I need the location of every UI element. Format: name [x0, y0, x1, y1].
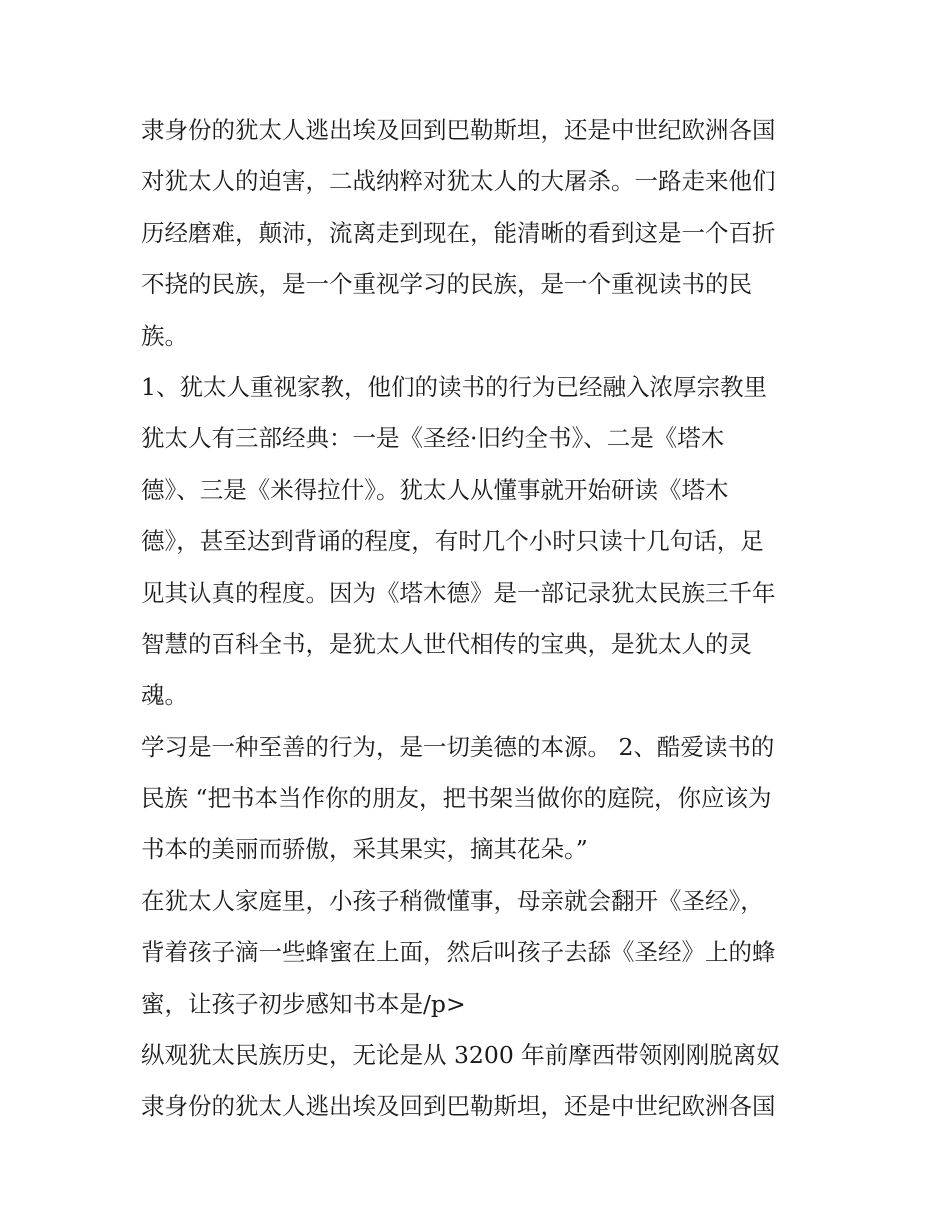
text-line: 智慧的百科全书，是犹太人世代相传的宝典，是犹太人的灵	[141, 629, 752, 658]
text-line: 1、犹太人重视家教，他们的读书的行为已经融入浓厚宗教里	[141, 372, 767, 401]
text-line: 背着孩子滴一些蜂蜜在上面，然后叫孩子去舔《圣经》上的蜂	[141, 938, 776, 967]
text-line: 民族 “把书本当作你的朋友，把书架当做你的庭院，你应该为	[141, 784, 772, 813]
document-body	[141, 105, 821, 1133]
text-line: 见其认真的程度。因为《塔木德》是一部记录犹太民族三千年	[141, 578, 776, 607]
text-line: 不挠的民族，是一个重视学习的民族，是一个重视读书的民	[141, 270, 752, 299]
paragraph-4	[141, 876, 821, 1030]
text-line: 德》、三是《米得拉什》。犹太人从懂事就开始研读《塔木	[141, 475, 729, 504]
text-line: 蜜，让孩子初步感知书本是/p>	[141, 989, 466, 1018]
text-line: 纵观犹太民族历史，无论是从 3200 年前摩西带领刚刚脱离奴	[141, 1041, 780, 1070]
text-line: 书本的美丽而骄傲，采其果实，摘其花朵。”	[141, 835, 588, 864]
paragraph-5	[141, 1030, 821, 1133]
paragraph-2	[141, 362, 821, 722]
text-line: 魂。	[141, 681, 188, 710]
text-line: 对犹太人的迫害，二战纳粹对犹太人的大屠杀。一路走来他们	[141, 167, 776, 196]
text-line: 德》，甚至达到背诵的程度，有时几个小时只读十几句话，足	[141, 527, 764, 556]
text-line: 隶身份的犹太人逃出埃及回到巴勒斯坦，还是中世纪欧洲各国	[141, 116, 776, 144]
text-line: 学习是一种至善的行为，是一切美德的本源。 2、酷爱读书的	[141, 732, 775, 761]
text-line: 犹太人有三部经典：一是《圣经·旧约全书》、二是《塔木	[141, 424, 725, 453]
paragraph-1	[141, 105, 821, 362]
text-line: 历经磨难，颠沛，流离走到现在，能清晰的看到这是一个百折	[141, 218, 776, 247]
paragraph-3	[141, 722, 821, 876]
text-line: 隶身份的犹太人逃出埃及回到巴勒斯坦，还是中世纪欧洲各国	[141, 1092, 776, 1121]
text-line: 族。	[141, 321, 188, 350]
text-line: 在犹太人家庭里，小孩子稍微懂事，母亲就会翻开《圣经》，	[141, 886, 764, 915]
